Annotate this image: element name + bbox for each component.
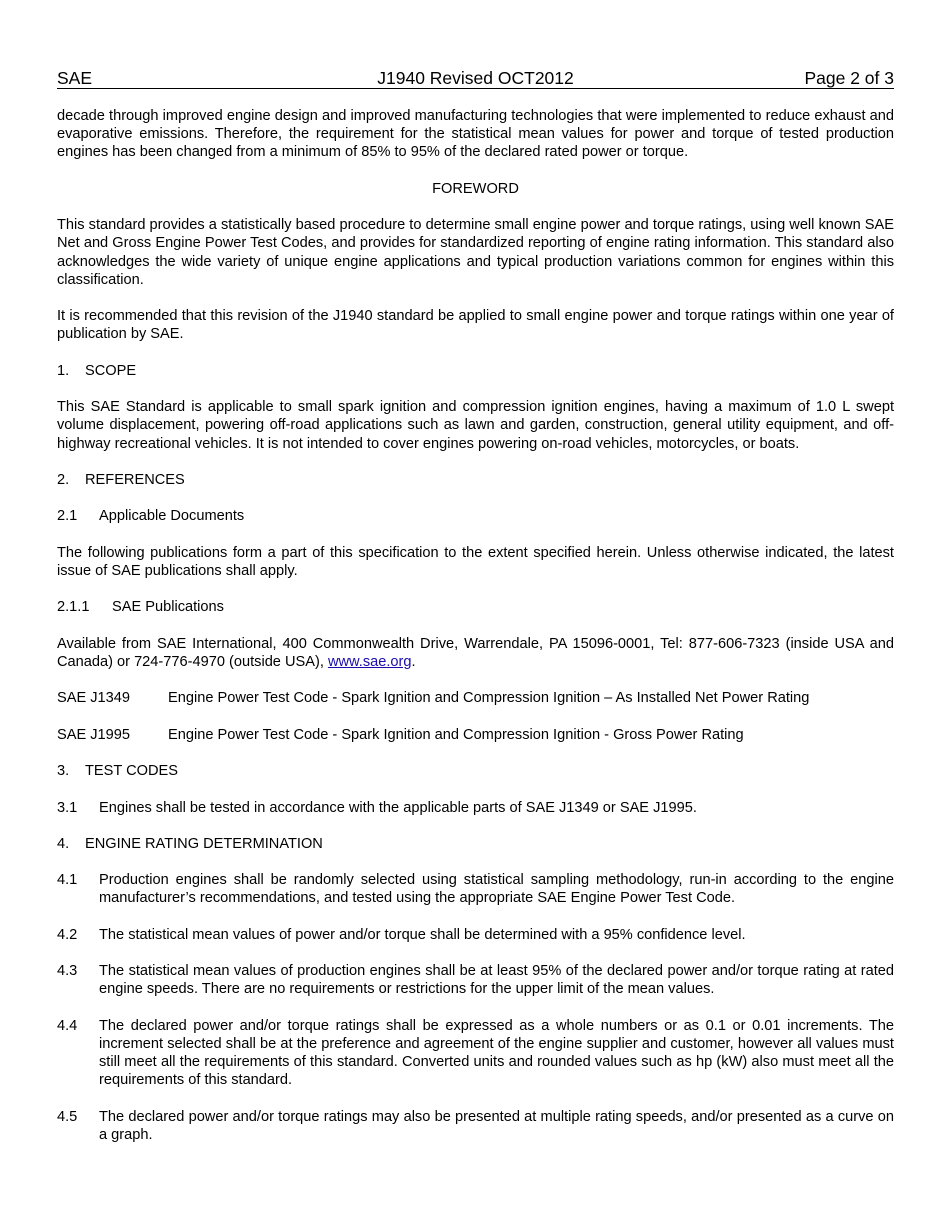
subsection-number: 2.1: [57, 508, 78, 525]
item-number: 4.2: [57, 926, 78, 943]
item-number: 4.4: [57, 1017, 78, 1034]
intro-continuation: decade through improved engine design and improved manufacturing technologies that were implemented to reduce exhaust and evaporative emissions. Therefore, the requirement for the statistical mean values for power and torque of tested production engines has been changed from a minimum of 85% to 95% of the declared rated power or torque.: [57, 108, 894, 161]
reference-item: [57, 726, 894, 744]
numbered-item: [57, 799, 894, 817]
item-number: 4.5: [57, 1108, 78, 1125]
foreword-paragraph-2: It is recommended that this revision of the J1940 standard be applied to small engine power and torque ratings within one year of publication by SAE.: [57, 308, 894, 343]
subsection-title: SAE Publications: [112, 599, 224, 616]
reference-code: SAE J1349: [57, 690, 131, 707]
section-title: REFERENCES: [85, 471, 185, 488]
section-title: SCOPE: [85, 362, 137, 379]
scope-text: This SAE Standard is applicable to small spark ignition and compression ignition engines, having a maximum of 1.0 L swept volume displacement, powering off-road applications such as lawn and garden, construction, general utility equipment, and off-highway recreational vehicles. It is not intended to cover engines powering on-road vehicles, motorcycles, or boats.: [57, 399, 894, 452]
availability-text: [57, 635, 894, 671]
availability-end: .: [411, 653, 416, 670]
item-text: The declared power and/or torque ratings shall be expressed as a whole numbers or as 0.1 or 0.01 increments. The increment selected shall be at the preference and agreement of the engine supplier and customer, however all values must still meet all the requirements of this standard. Converted units and rounded values such as hp (kW) also must meet all the requirements of this standard.: [99, 1017, 894, 1089]
reference-title: Engine Power Test Code - Spark Ignition and Compression Ignition - Gross Power Rating: [168, 726, 744, 743]
item-number: 4.1: [57, 872, 78, 889]
section-title: ENGINE RATING DETERMINATION: [85, 835, 323, 852]
numbered-item: [57, 1108, 894, 1144]
subsection-title: Applicable Documents: [99, 508, 245, 525]
item-text: Production engines shall be randomly selected using statistical sampling methodology, run-in according to the engine manufacturer’s recommendations, and tested using the appropriate SAE Engine Power Test Code.: [99, 872, 894, 907]
section-heading-engine-rating: [57, 835, 894, 853]
subsection-number: 2.1.1: [57, 599, 90, 616]
sae-website-link[interactable]: www.sae.org: [327, 653, 412, 670]
availability-body: Available from SAE International, 400 Commonwealth Drive, Warrendale, PA 15096-0001, Tel: 877-606-7323 (inside USA and Canada) or 724-776-4970 (outside USA),: [57, 635, 894, 670]
numbered-item: [57, 926, 894, 944]
item-text: The statistical mean values of production engines shall be at least 95% of the declared power and/or torque rating at rated engine speeds. There are no requirements or restrictions for the upper limit of the mean values.: [99, 963, 894, 998]
item-number: 3.1: [57, 799, 78, 816]
item-number: 4.3: [57, 963, 78, 980]
applicable-documents-text: The following publications form a part of this specification to the extent specified herein. Unless otherwise indicated, the latest issue of SAE publications shall apply.: [57, 544, 894, 579]
section-heading-test-codes: [57, 762, 894, 780]
reference-item: [57, 689, 894, 707]
item-text: The declared power and/or torque ratings may also be presented at multiple rating speeds, and/or presented as a curve on a graph.: [99, 1108, 894, 1144]
numbered-item: [57, 1017, 894, 1090]
item-text: Engines shall be tested in accordance with the applicable parts of SAE J1349 or SAE J1995.: [99, 799, 697, 816]
header-page-number: Page 2 of 3: [804, 68, 894, 88]
section-number: 4.: [57, 835, 70, 852]
foreword-paragraph-1: This standard provides a statistically based procedure to determine small engine power and torque ratings, using well known SAE Net and Gross Engine Power Test Codes, and provides for standardized reporting of engine rating information. This standard also acknowledges the wide variety of unique engine applications and typical production variations common for engines within this classification.: [57, 217, 894, 288]
header-title: J1940 Revised OCT2012: [377, 68, 574, 88]
page-header: [57, 68, 894, 89]
reference-title: Engine Power Test Code - Spark Ignition and Compression Ignition – As Installed Net Power Rating: [168, 690, 810, 707]
section-number: 3.: [57, 763, 70, 780]
subsection-heading-sae-publications: [57, 598, 894, 616]
numbered-item: [57, 871, 894, 907]
document-body: [57, 107, 894, 1144]
subsection-heading-applicable-documents: [57, 507, 894, 525]
header-left: SAE: [57, 68, 93, 88]
section-heading-scope: [57, 362, 894, 380]
section-title: TEST CODES: [85, 763, 178, 780]
section-number: 2.: [57, 471, 70, 488]
reference-code: SAE J1995: [57, 726, 131, 743]
section-number: 1.: [57, 362, 70, 379]
numbered-item: [57, 962, 894, 998]
item-text: The statistical mean values of power and/or torque shall be determined with a 95% confidence level.: [99, 926, 746, 943]
foreword-title: FOREWORD: [432, 180, 519, 197]
section-heading-references: [57, 471, 894, 489]
